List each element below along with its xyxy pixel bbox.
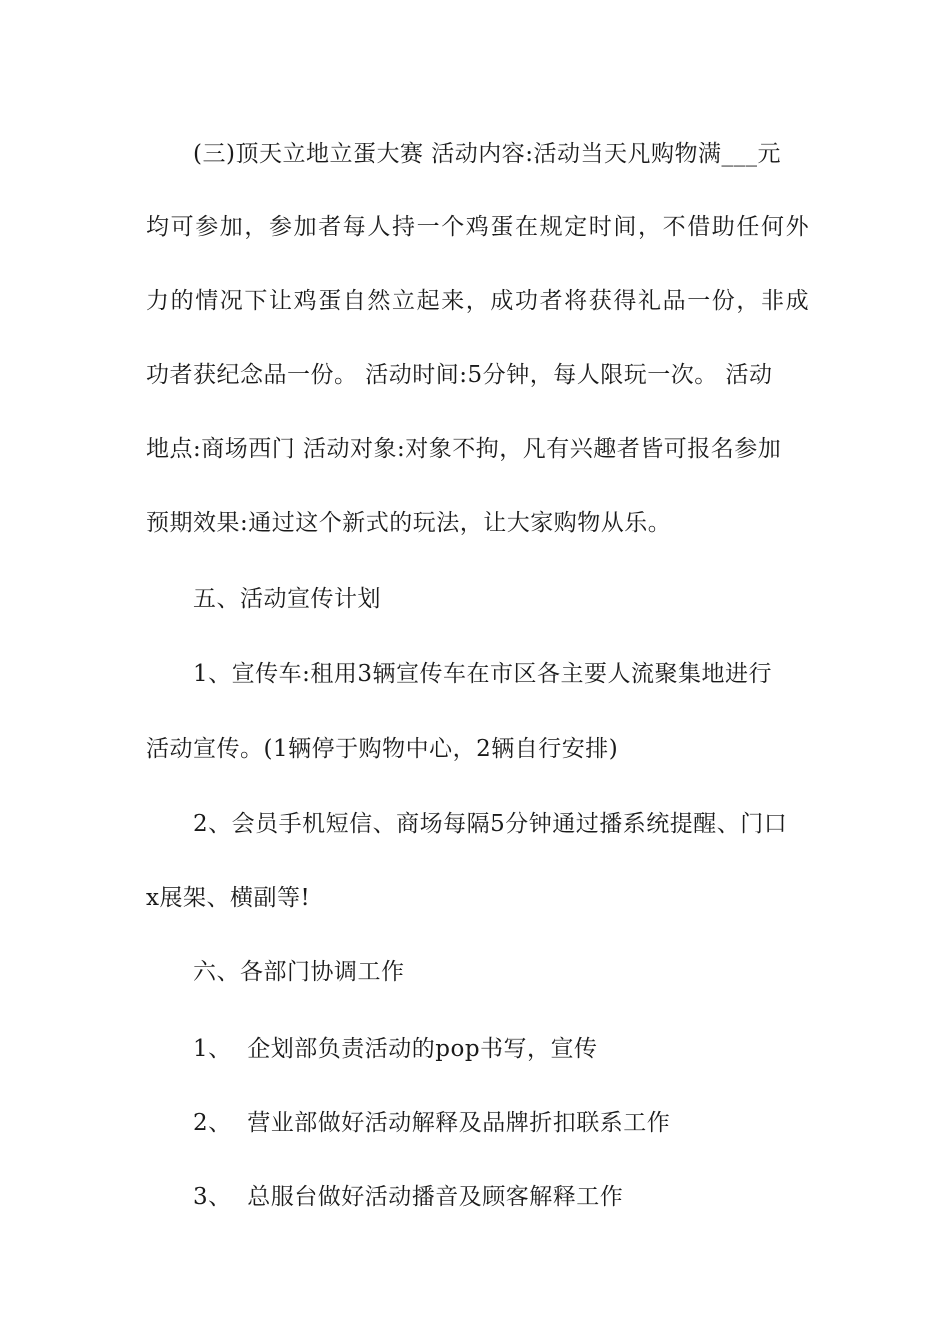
section-heading: 五、活动宣传计划 [193, 586, 381, 612]
paragraph-line: 活动宣传。(1辆停于购物中心，2辆自行安排) [146, 736, 619, 762]
paragraph-line: 2、会员手机短信、商场每隔5分钟通过播系统提醒、门口 [193, 811, 788, 837]
paragraph-line: 均可参加，参加者每人持一个鸡蛋在规定时间，不借助任何外 [146, 214, 811, 240]
section-heading: 六、各部门协调工作 [193, 959, 405, 985]
paragraph-line: 预期效果:通过这个新式的玩法，让大家购物从乐。 [146, 510, 672, 536]
list-item: 3、 总服台做好活动播音及顾客解释工作 [193, 1184, 624, 1210]
paragraph-line: (三)顶天立地立蛋大赛 活动内容:活动当天凡购物满___元 [193, 141, 782, 167]
list-item: 2、 营业部做好活动解释及品牌折扣联系工作 [193, 1110, 671, 1136]
paragraph-line: 功者获纪念品一份。 活动时间:5分钟，每人限玩一次。 活动 [146, 362, 773, 388]
list-item: 1、 企划部负责活动的pop书写，宣传 [193, 1036, 598, 1062]
paragraph-line: 1、宣传车:租用3辆宣传车在市区各主要人流聚集地进行 [193, 661, 773, 687]
paragraph-line: x展架、横副等! [146, 885, 311, 911]
paragraph-line: 地点:商场西门 活动对象:对象不拘，凡有兴趣者皆可报名参加 [146, 436, 782, 462]
paragraph-line: 力的情况下让鸡蛋自然立起来，成功者将获得礼品一份，非成 [146, 288, 811, 314]
